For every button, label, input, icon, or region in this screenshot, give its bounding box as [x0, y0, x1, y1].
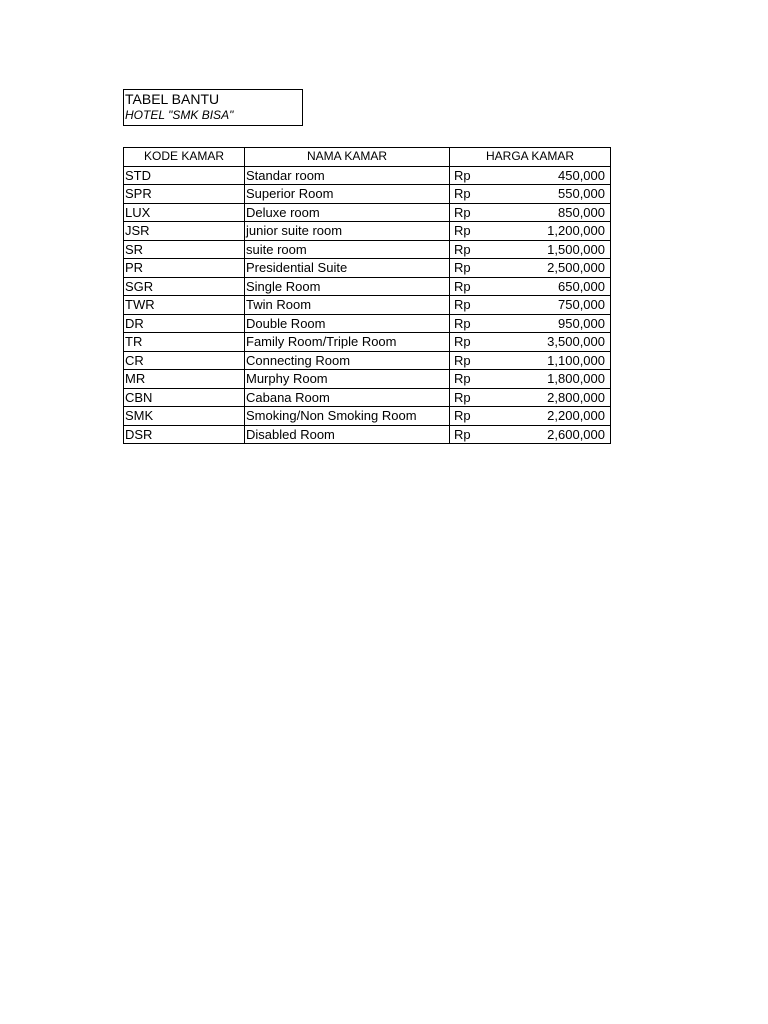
table-row [124, 425, 611, 444]
table-row [124, 203, 611, 222]
table-row [124, 166, 611, 185]
room-name-cell: Disabled Room [245, 425, 450, 444]
currency-label: Rp [454, 260, 471, 275]
room-price-cell [450, 425, 611, 444]
room-price-cell [450, 370, 611, 389]
room-price-cell [450, 296, 611, 315]
room-code-cell: MR [124, 370, 245, 389]
room-name-cell: Cabana Room [245, 388, 450, 407]
room-code-cell: TR [124, 333, 245, 352]
room-name-cell: Double Room [245, 314, 450, 333]
room-code-cell: CR [124, 351, 245, 370]
room-name-cell: suite room [245, 240, 450, 259]
room-name-cell: Smoking/Non Smoking Room [245, 407, 450, 426]
currency-label: Rp [454, 352, 471, 368]
currency-label: Rp [454, 371, 471, 386]
price-value: 2,200,000 [547, 408, 605, 423]
price-value: 1,500,000 [547, 241, 605, 257]
room-price-cell [450, 259, 611, 278]
room-price-table [123, 147, 611, 444]
table-header-row [124, 148, 611, 167]
table-row [124, 240, 611, 259]
currency-label: Rp [454, 241, 471, 257]
table-row [124, 185, 611, 204]
price-value: 450,000 [558, 167, 605, 183]
price-value: 950,000 [558, 315, 605, 331]
table-row [124, 222, 611, 241]
room-code-cell: SR [124, 240, 245, 259]
price-value: 3,500,000 [547, 334, 605, 349]
room-code-cell: TWR [124, 296, 245, 315]
room-price-cell [450, 277, 611, 296]
room-code-cell: JSR [124, 222, 245, 241]
room-name-cell: junior suite room [245, 222, 450, 241]
table-body [124, 166, 611, 444]
currency-label: Rp [454, 426, 471, 442]
room-code-cell: STD [124, 166, 245, 185]
room-price-cell [450, 222, 611, 241]
room-name-cell: Family Room/Triple Room [245, 333, 450, 352]
price-value: 750,000 [558, 297, 605, 312]
page-title: TABEL BANTU [125, 91, 220, 107]
room-code-cell: DSR [124, 425, 245, 444]
table-row [124, 277, 611, 296]
room-price-cell [450, 203, 611, 222]
table-row [124, 314, 611, 333]
room-name-cell: Twin Room [245, 296, 450, 315]
currency-label: Rp [454, 278, 471, 294]
header-kode-kamar: KODE KAMAR [124, 148, 245, 167]
table-row [124, 333, 611, 352]
room-code-cell: CBN [124, 388, 245, 407]
currency-label: Rp [454, 167, 471, 183]
page-subtitle: HOTEL "SMK BISA" [125, 108, 234, 122]
price-value: 550,000 [558, 186, 605, 201]
room-code-cell: SMK [124, 407, 245, 426]
title-box [123, 89, 303, 126]
currency-label: Rp [454, 315, 471, 331]
room-code-cell: SPR [124, 185, 245, 204]
currency-label: Rp [454, 297, 471, 312]
room-price-cell [450, 333, 611, 352]
price-value: 2,600,000 [547, 426, 605, 442]
room-name-cell: Standar room [245, 166, 450, 185]
currency-label: Rp [454, 186, 471, 201]
price-value: 1,800,000 [547, 371, 605, 386]
room-name-cell: Murphy Room [245, 370, 450, 389]
table-row [124, 296, 611, 315]
room-name-cell: Single Room [245, 277, 450, 296]
price-value: 850,000 [558, 204, 605, 220]
room-code-cell: PR [124, 259, 245, 278]
room-price-cell [450, 240, 611, 259]
price-value: 2,800,000 [547, 389, 605, 405]
room-price-cell [450, 185, 611, 204]
price-value: 650,000 [558, 278, 605, 294]
header-nama-kamar: NAMA KAMAR [245, 148, 450, 167]
room-name-cell: Connecting Room [245, 351, 450, 370]
room-price-cell [450, 314, 611, 333]
table-row [124, 388, 611, 407]
currency-label: Rp [454, 389, 471, 405]
table-row [124, 259, 611, 278]
table-row [124, 351, 611, 370]
currency-label: Rp [454, 408, 471, 423]
room-name-cell: Superior Room [245, 185, 450, 204]
room-price-cell [450, 388, 611, 407]
currency-label: Rp [454, 334, 471, 349]
header-harga-kamar: HARGA KAMAR [450, 148, 611, 167]
room-code-cell: DR [124, 314, 245, 333]
currency-label: Rp [454, 223, 471, 238]
table-row [124, 370, 611, 389]
price-value: 2,500,000 [547, 260, 605, 275]
currency-label: Rp [454, 204, 471, 220]
price-value: 1,200,000 [547, 223, 605, 238]
room-code-cell: LUX [124, 203, 245, 222]
price-value: 1,100,000 [547, 352, 605, 368]
room-name-cell: Deluxe room [245, 203, 450, 222]
room-name-cell: Presidential Suite [245, 259, 450, 278]
table-row [124, 407, 611, 426]
room-price-cell [450, 166, 611, 185]
room-price-cell [450, 351, 611, 370]
room-price-cell [450, 407, 611, 426]
room-code-cell: SGR [124, 277, 245, 296]
